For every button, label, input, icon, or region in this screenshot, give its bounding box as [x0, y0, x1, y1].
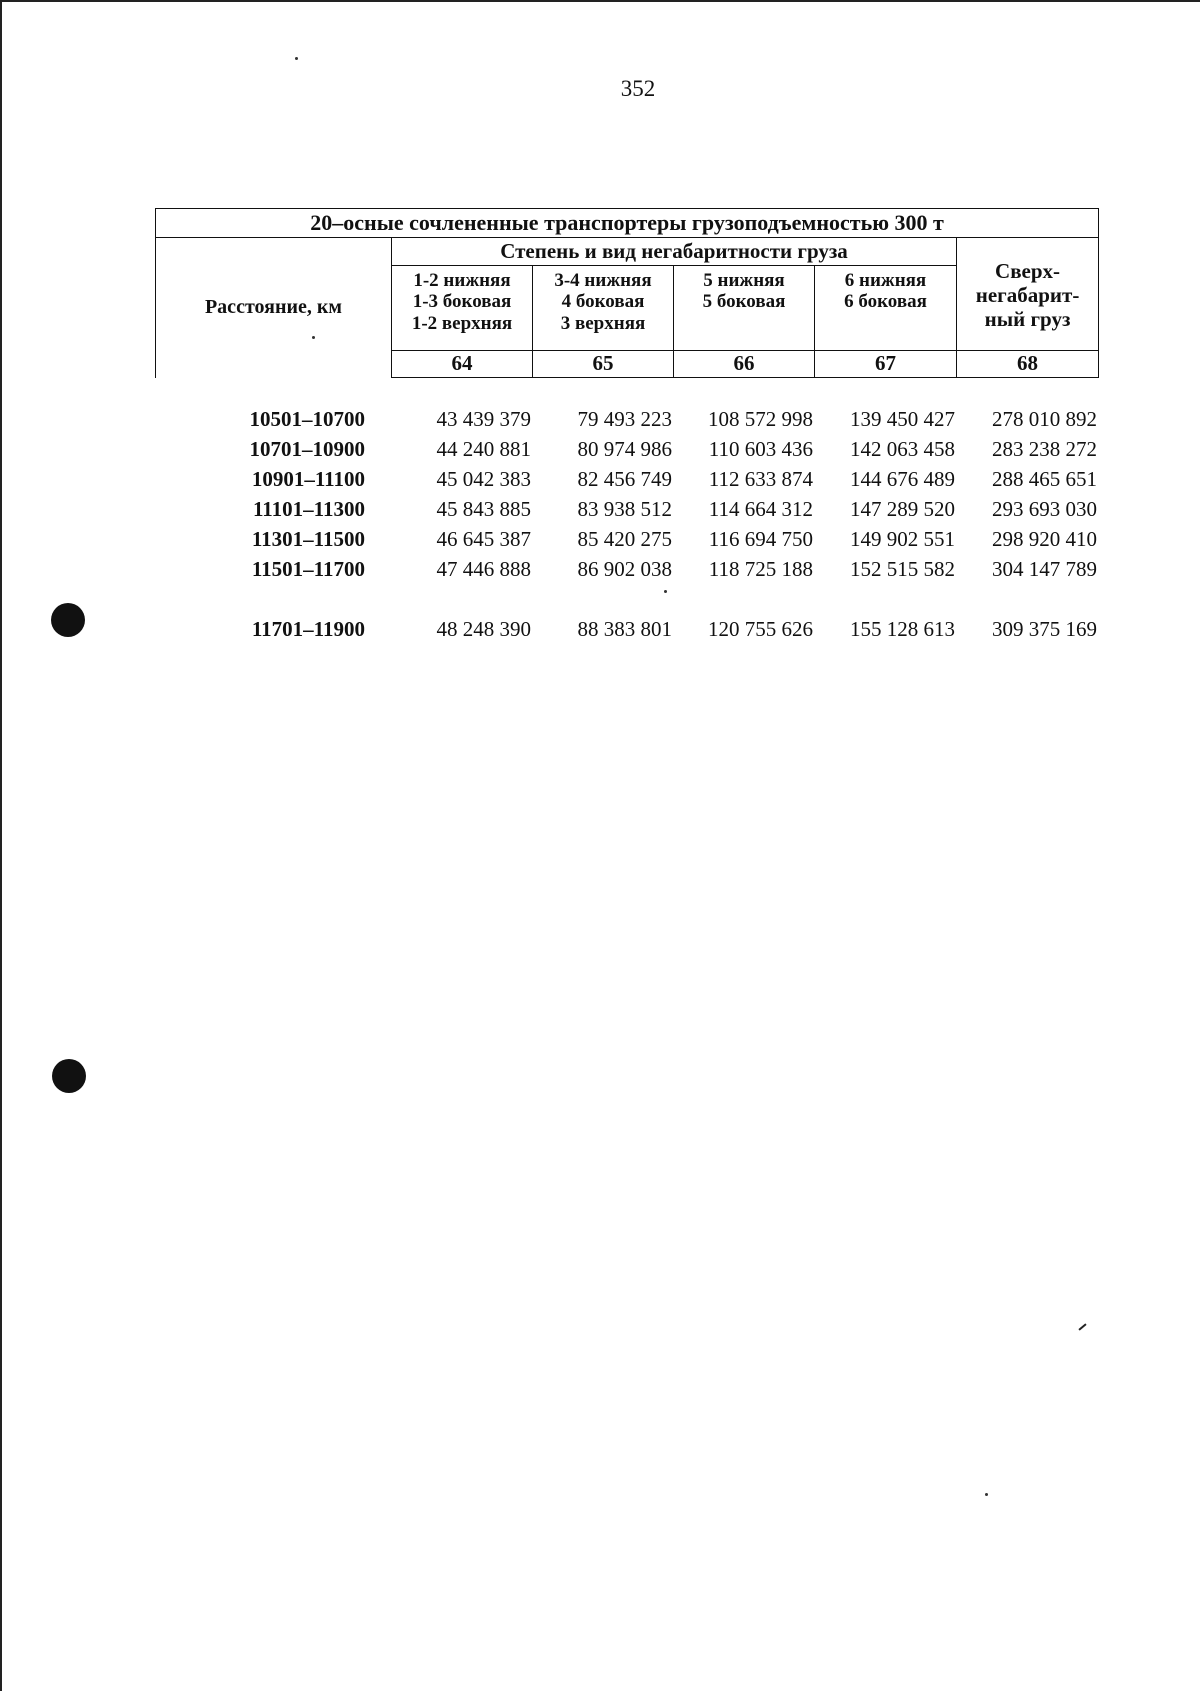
- value-cell: 298 920 410: [992, 526, 1097, 551]
- column-header-line: ный груз: [984, 306, 1071, 331]
- value-cell: 110 603 436: [708, 436, 813, 461]
- punch-hole: [52, 1059, 86, 1093]
- value-cell: 83 938 512: [577, 496, 672, 521]
- table-title: 20–осные сочлененные транспортеры грузоподъемностью 300 т: [156, 209, 1099, 238]
- column-header-line: 1-3 боковая: [412, 291, 512, 313]
- value-cell: 149 902 551: [850, 526, 955, 551]
- column-header-68: [957, 238, 1099, 351]
- column-number: 68: [957, 351, 1099, 378]
- table-row: [155, 614, 1098, 644]
- value-cell: 118 725 188: [708, 556, 813, 581]
- distance-cell: 10901–11100: [251, 466, 365, 491]
- distance-cell: 11301–11500: [251, 526, 365, 551]
- column-header-line: 5 боковая: [702, 291, 786, 313]
- data-rows: [155, 404, 1098, 644]
- oversize-group-header: Степень и вид негабаритности груза: [392, 238, 957, 266]
- value-cell: 85 420 275: [577, 526, 672, 551]
- punch-hole: [51, 603, 85, 637]
- value-cell: 45 843 885: [436, 496, 531, 521]
- scan-mark: [1078, 1323, 1086, 1330]
- value-cell: 82 456 749: [577, 466, 672, 491]
- row-spacer-cell: [155, 584, 1098, 614]
- value-cell: 114 664 312: [708, 496, 813, 521]
- column-header-line: 6 боковая: [844, 291, 927, 313]
- value-cell: 116 694 750: [708, 526, 813, 551]
- column-header-65: [533, 266, 674, 351]
- value-cell: 48 248 390: [436, 616, 531, 641]
- column-header-line: 3 верхняя: [560, 312, 646, 334]
- table-header: [155, 208, 1099, 378]
- value-cell: 86 902 038: [577, 556, 672, 581]
- column-header-line: 3-4 нижняя: [554, 270, 652, 291]
- column-header-line: 5 нижняя: [703, 270, 785, 291]
- scan-speck: [312, 336, 315, 339]
- tariff-data-table: [155, 404, 1098, 644]
- column-header-line: 4 боковая: [561, 291, 645, 313]
- value-cell: 47 446 888: [436, 556, 531, 581]
- value-cell: 108 572 998: [708, 406, 813, 431]
- row-spacer: [155, 584, 1098, 614]
- value-cell: 139 450 427: [850, 406, 955, 431]
- distance-cell: 11701–11900: [251, 616, 365, 641]
- value-cell: 43 439 379: [436, 406, 531, 431]
- distance-cell: 10501–10700: [249, 406, 365, 431]
- value-cell: 152 515 582: [850, 556, 955, 581]
- column-number: 64: [392, 351, 533, 378]
- table-row: [155, 404, 1098, 434]
- distance-column-header: Расстояние, км: [156, 238, 392, 378]
- column-number: 66: [674, 351, 815, 378]
- value-cell: 147 289 520: [850, 496, 955, 521]
- value-cell: 278 010 892: [992, 406, 1097, 431]
- value-cell: 120 755 626: [708, 616, 813, 641]
- table-row: [155, 434, 1098, 464]
- distance-cell: 11101–11300: [252, 496, 365, 521]
- scan-speck: [295, 57, 298, 60]
- value-cell: 304 147 789: [992, 556, 1097, 581]
- column-header-line: 6 нижняя: [844, 270, 927, 291]
- column-header-line: 1-2 нижняя: [413, 270, 511, 291]
- value-cell: 142 063 458: [850, 436, 955, 461]
- value-cell: 79 493 223: [577, 406, 672, 431]
- value-cell: 80 974 986: [577, 436, 672, 461]
- column-number: 65: [533, 351, 674, 378]
- column-number: 67: [815, 351, 957, 378]
- value-cell: 288 465 651: [992, 466, 1097, 491]
- scan-speck: [985, 1493, 988, 1496]
- value-cell: 283 238 272: [992, 436, 1097, 461]
- table-row: [155, 554, 1098, 584]
- table-row: [155, 494, 1098, 524]
- value-cell: 44 240 881: [436, 436, 531, 461]
- value-cell: 144 676 489: [850, 466, 955, 491]
- table-row: [155, 524, 1098, 554]
- value-cell: 88 383 801: [577, 616, 672, 641]
- value-cell: 309 375 169: [992, 616, 1097, 641]
- column-header-line: Сверх-: [995, 259, 1061, 284]
- column-header-66: [674, 266, 815, 351]
- value-cell: 45 042 383: [436, 466, 531, 491]
- column-header-line: негабарит-: [975, 283, 1080, 308]
- table-row: [155, 464, 1098, 494]
- value-cell: 155 128 613: [850, 616, 955, 641]
- scan-speck: [664, 590, 667, 593]
- value-cell: 112 633 874: [708, 466, 813, 491]
- column-header-line: 1-2 верхняя: [411, 312, 513, 334]
- column-header-67: [815, 266, 957, 351]
- value-cell: 293 693 030: [992, 496, 1097, 521]
- page-number: 352: [620, 76, 656, 101]
- distance-cell: 10701–10900: [249, 436, 365, 461]
- value-cell: 46 645 387: [436, 526, 531, 551]
- distance-cell: 11501–11700: [251, 556, 365, 581]
- column-header-64: [392, 266, 533, 351]
